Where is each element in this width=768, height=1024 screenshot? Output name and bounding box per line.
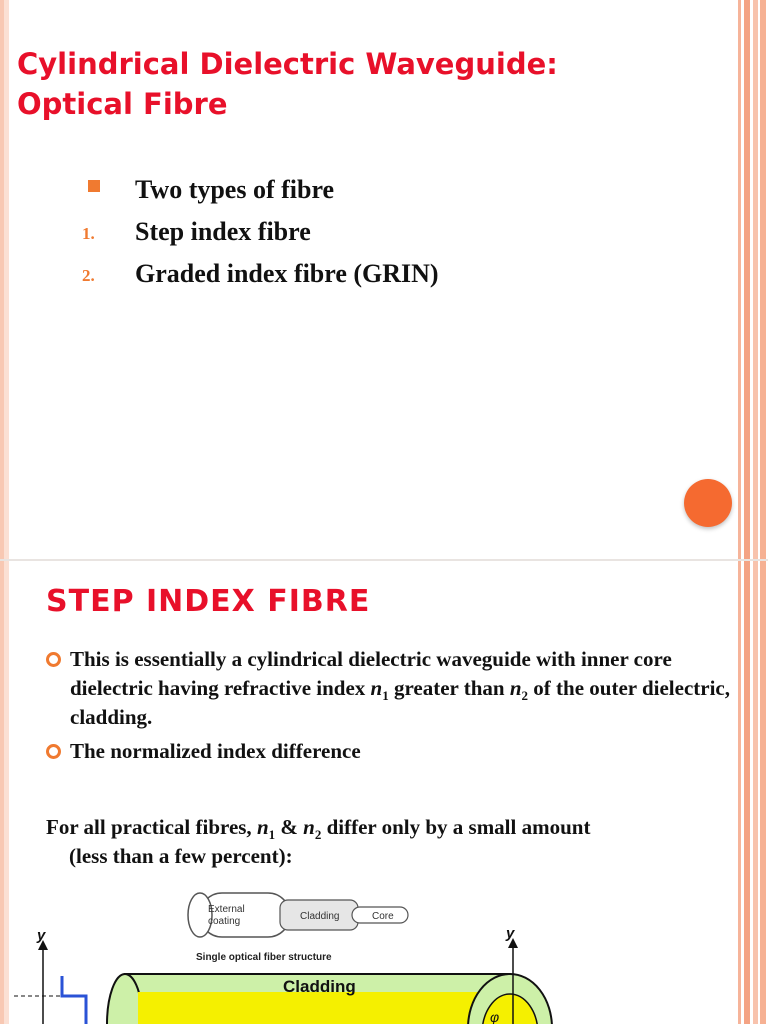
index-profile-line [62, 976, 86, 1024]
text-run: & [275, 815, 304, 839]
text-run: For all practical fibres, [46, 815, 257, 839]
ring-bullet-icon [46, 744, 61, 759]
title-line-1: Cylindrical Dielectric Waveguide: [17, 47, 558, 81]
text-run: differ only by a small amount [321, 815, 591, 839]
title-line-2: Optical Fibre [17, 87, 228, 121]
list-item-text: Step index fibre [135, 217, 311, 246]
figure-caption: Single optical fiber structure [196, 952, 332, 963]
fibre-types-list [80, 170, 439, 296]
core-cylinder [138, 992, 498, 1024]
subscript: 2 [314, 827, 322, 843]
axis-label-y: y [506, 925, 515, 942]
practical-note [46, 813, 726, 871]
slide-step-index-fibre [0, 560, 768, 1024]
list-item-text: Two types of fibre [135, 175, 335, 204]
cladding-small-label: Cladding [300, 911, 340, 922]
bullet-item [46, 645, 751, 732]
symbol-n: n [256, 815, 269, 839]
square-bullet-icon [88, 180, 100, 192]
phi-label: φ [490, 1009, 500, 1024]
subscript: 2 [521, 688, 529, 704]
text-run: (less than a few percent): [69, 844, 293, 868]
text-run: of the outer dielectric, cladding. [70, 676, 730, 729]
ring-bullet-icon [46, 652, 61, 667]
core-small-label: Core [372, 911, 394, 922]
symbol-n: n [509, 676, 522, 700]
bullet-text: The normalized index difference [70, 739, 361, 763]
orange-circle-icon [684, 479, 732, 527]
cladding-label: Cladding [283, 977, 356, 996]
external-coating-shape [200, 893, 290, 937]
text-run: This is essentially a cylindrical dielectric waveguide with inner core dielectric having refractive index [70, 647, 672, 700]
text-run: greater than [388, 676, 510, 700]
coating-label: coating [208, 916, 241, 927]
list-item [80, 170, 439, 212]
list-item [80, 212, 439, 254]
external-label: External [208, 904, 245, 915]
slide-title [17, 44, 558, 124]
list-item-text: Graded index fibre (GRIN) [135, 259, 439, 288]
external-coating-end [188, 893, 212, 937]
subscript: 1 [268, 827, 276, 843]
bullet-text [46, 645, 751, 732]
slide-title: STEP INDEX FIBRE [46, 584, 371, 619]
bullet-item [46, 737, 646, 766]
list-item [80, 254, 439, 296]
fibre-structure-diagram [0, 888, 768, 1024]
list-number: 1. [82, 224, 95, 243]
symbol-n: n [303, 815, 315, 839]
symbol-n: n [370, 676, 383, 700]
axis-label-y: y [37, 927, 46, 944]
subscript: 1 [382, 688, 389, 704]
list-number: 2. [82, 266, 95, 285]
